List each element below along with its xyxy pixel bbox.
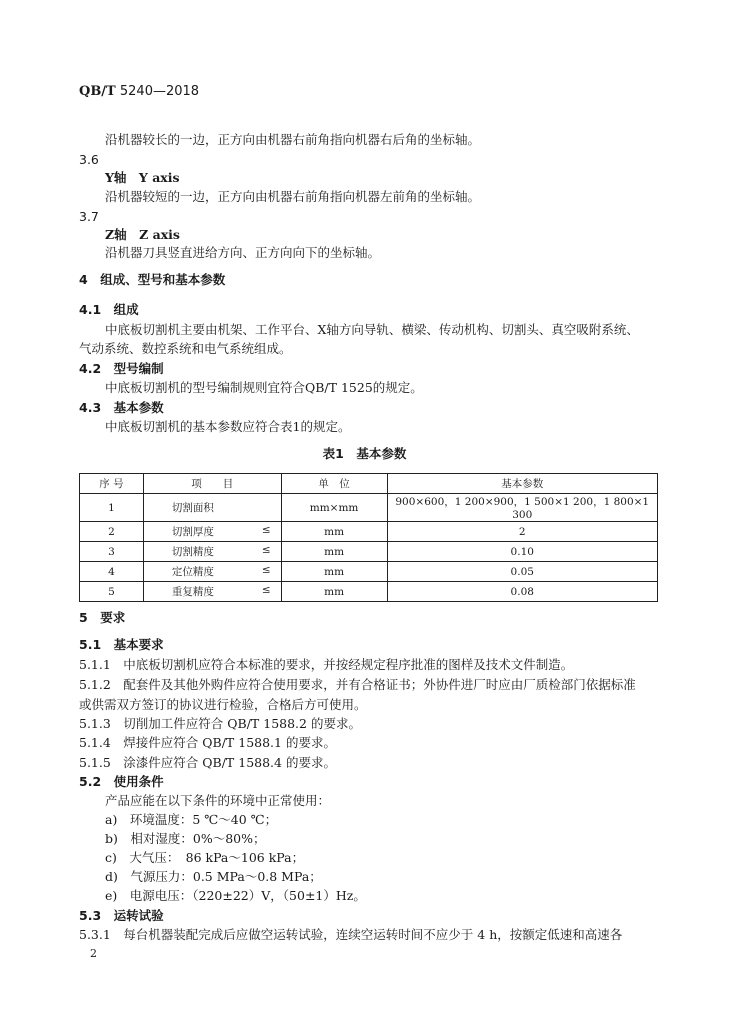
- clause-text: 5.1.5 涂漆件应符合 QB/T 1588.4 的要求。: [79, 755, 336, 770]
- cell-item: [143, 562, 281, 582]
- list-item: b) 相对湿度：0%～80%；: [105, 831, 266, 846]
- subsection-heading: 4.2 型号编制: [79, 361, 164, 376]
- list-item: a) 环境温度：5 ℃～40 ℃；: [105, 812, 278, 827]
- page-number: 2: [90, 947, 97, 960]
- body-text: 产品应能在以下条件的环境中正常使用：: [105, 793, 331, 808]
- le-symbol: ≤: [261, 584, 271, 596]
- list-item: d) 气源压力：0.5 MPa～0.8 MPa；: [105, 869, 322, 884]
- table-row: [80, 582, 658, 602]
- cell-unit: mm: [281, 582, 387, 602]
- body-text: 中底板切割机主要由机架、工作平台、X轴方向导轨、横梁、传动机构、切割头、真空吸附系统、: [105, 322, 639, 337]
- page-header: [79, 84, 199, 100]
- cell-item: [143, 542, 281, 562]
- clause-text: 5.1.4 焊接件应符合 QB/T 1588.1 的要求。: [79, 735, 336, 750]
- body-text: 中底板切割机的基本参数应符合表1的规定。: [105, 419, 351, 434]
- cell-unit: mm×mm: [281, 494, 387, 522]
- clause-number: 3.6: [79, 152, 99, 167]
- cell-no: 4: [80, 562, 144, 582]
- standard-number: 5240—2018: [119, 84, 200, 99]
- subsection-heading: 4.3 基本参数: [79, 400, 164, 415]
- cell-value: 0.08: [387, 582, 658, 602]
- table-header-row: [80, 474, 658, 494]
- item-label: 重复精度: [171, 586, 214, 598]
- standard-code: QB/T: [79, 84, 116, 99]
- cell-value: 900×600，1 200×900，1 500×1 200，1 800×1 300: [387, 494, 658, 522]
- cell-unit: mm: [281, 542, 387, 562]
- list-item: c) 大气压： 86 kPa～106 kPa；: [105, 850, 305, 865]
- section-heading: 4 组成、型号和基本参数: [79, 272, 226, 287]
- item-label: 切割厚度: [171, 526, 214, 538]
- le-symbol: ≤: [261, 564, 271, 576]
- table-caption: 表1 基本参数: [322, 446, 407, 461]
- item-label: 切割面积: [171, 502, 214, 514]
- list-item: e) 电源电压：（220±22）V，（50±1）Hz。: [105, 888, 366, 903]
- le-symbol: ≤: [261, 544, 271, 556]
- item-label: 切割精度: [171, 546, 214, 558]
- section-heading: 5 要求: [79, 610, 126, 625]
- body-text: 沿机器刀具竖直进给方向、正方向向下的坐标轴。: [105, 245, 381, 260]
- cell-item: [143, 522, 281, 542]
- term-title: Y轴 Y axis: [105, 170, 180, 185]
- cell-item: [143, 494, 281, 522]
- table-row: [80, 494, 658, 522]
- clause-text: 5.3.1 每台机器装配完成后应做空运转试验，连续空运转时间不应少于 4 h，按额定低速和高速各: [79, 927, 623, 942]
- cell-value: 0.05: [387, 562, 658, 582]
- cell-unit: mm: [281, 522, 387, 542]
- term-title: Z轴 Z axis: [105, 227, 180, 242]
- clause-text: 5.1.3 切削加工件应符合 QB/T 1588.2 的要求。: [79, 716, 361, 731]
- body-text: 沿机器较长的一边，正方向由机器右前角指向机器右后角的坐标轴。: [105, 132, 481, 147]
- clause-text: 5.1.2 配套件及其他外购件应符合使用要求，并有合格证书；外协件进厂时应由厂质检部门依据标准: [79, 677, 636, 692]
- subsection-heading: 5.2 使用条件: [79, 774, 164, 789]
- table-row: [80, 562, 658, 582]
- cell-no: 3: [80, 542, 144, 562]
- cell-no: 1: [80, 494, 144, 522]
- cell-unit: mm: [281, 562, 387, 582]
- parameters-table: [79, 473, 658, 602]
- subsection-heading: 5.1 基本要求: [79, 637, 164, 652]
- col-header-no: 序 号: [80, 474, 144, 494]
- subsection-heading: 4.1 组成: [79, 302, 139, 317]
- body-text: 气动系统、数控系统和电气系统组成。: [79, 341, 292, 356]
- col-header-unit: 单 位: [281, 474, 387, 494]
- clause-text: 或供需双方签订的协议进行检验，合格后方可使用。: [79, 697, 367, 712]
- subsection-heading: 5.3 运转试验: [79, 908, 164, 923]
- cell-item: [143, 582, 281, 602]
- table-row: [80, 542, 658, 562]
- col-header-value: 基本参数: [387, 474, 658, 494]
- cell-value: 2: [387, 522, 658, 542]
- table-row: [80, 522, 658, 542]
- clause-text: 5.1.1 中底板切割机应符合本标准的要求，并按经规定程序批准的图样及技术文件制造。: [79, 657, 574, 672]
- clause-number: 3.7: [79, 209, 99, 224]
- cell-no: 2: [80, 522, 144, 542]
- le-symbol: ≤: [261, 524, 271, 536]
- body-text: 中底板切割机的型号编制规则宜符合QB/T 1525的规定。: [105, 380, 423, 395]
- col-header-item: 项 目: [143, 474, 281, 494]
- cell-no: 5: [80, 582, 144, 602]
- item-label: 定位精度: [171, 566, 214, 578]
- cell-value: 0.10: [387, 542, 658, 562]
- body-text: 沿机器较短的一边，正方向由机器右前角指向机器左前角的坐标轴。: [105, 189, 481, 204]
